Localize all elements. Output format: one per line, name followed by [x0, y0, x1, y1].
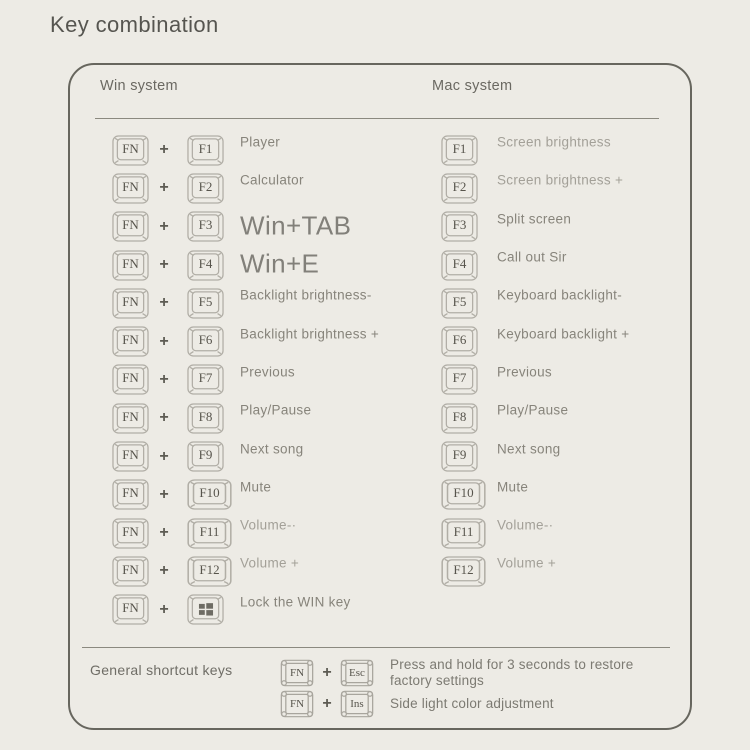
- page-title: Key combination: [50, 12, 219, 37]
- f3-keycap: F3: [187, 211, 224, 242]
- fn-keycap: FN: [112, 364, 149, 395]
- ins-keycap: Ins: [340, 690, 374, 718]
- mac-f10-keycap: F10: [441, 479, 486, 510]
- plus-sign: +: [159, 256, 169, 274]
- fn-keycap: FN: [280, 659, 314, 687]
- footer-shortcut-description: Press and hold for 3 seconds to restore factory settings: [390, 657, 634, 689]
- win-function-label: Lock the WIN key: [240, 594, 351, 610]
- f7-keycap: F7: [187, 364, 224, 395]
- plus-sign: +: [159, 332, 169, 350]
- win-function-label: Previous: [240, 364, 295, 380]
- win-system-header: Win system: [100, 78, 178, 94]
- footer-shortcut-description: Side light color adjustment: [390, 695, 554, 711]
- f1-keycap: F1: [187, 135, 224, 166]
- shortcut-row-f7: [70, 361, 690, 399]
- shortcut-row-f9: [70, 437, 690, 475]
- plus-sign: +: [159, 524, 169, 542]
- f8-keycap: F8: [187, 403, 224, 434]
- keycap-label: FN: [122, 140, 139, 156]
- fn-keycap: [112, 135, 149, 166]
- win-logo-keycap: [187, 594, 224, 625]
- mac-function-label: Call out Sir: [497, 249, 567, 265]
- fn-keycap: FN: [112, 250, 149, 281]
- shortcut-row-f3: [70, 208, 690, 246]
- fn-keycap: FN: [112, 211, 149, 242]
- win-function-label: Backlight brightness +: [240, 326, 380, 342]
- win-function-label: Player: [240, 134, 281, 150]
- win-function-label: Next song: [240, 441, 304, 457]
- general-shortcut-keys-label: General shortcut keys: [90, 662, 233, 678]
- win-function-label: Play/Pause: [240, 402, 312, 418]
- shortcut-row-f4: [70, 246, 690, 284]
- plus-sign: +: [159, 141, 169, 159]
- f9-keycap: F9: [187, 441, 224, 472]
- f6-keycap: F6: [187, 326, 224, 357]
- mac-function-label: Mute: [497, 479, 529, 495]
- fn-keycap: FN: [112, 403, 149, 434]
- f5-keycap: F5: [187, 288, 224, 319]
- plus-sign: +: [322, 664, 332, 682]
- plus-sign: +: [159, 447, 169, 465]
- mac-function-label: Keyboard backlight-: [497, 287, 623, 303]
- mac-function-label: Volume +: [497, 555, 557, 571]
- fn-keycap: FN: [112, 479, 149, 510]
- mac-f1-keycap: F1: [441, 135, 478, 166]
- shortcut-rows: [70, 131, 690, 629]
- plus-sign: +: [322, 695, 332, 712]
- shortcut-row-f5: [70, 284, 690, 322]
- footer-shortcut-esc: [280, 657, 640, 690]
- fn-keycap: FN: [112, 518, 149, 549]
- mac-function-label: Previous: [497, 364, 552, 380]
- mac-function-label: Play/Pause: [497, 402, 569, 418]
- plus-sign: +: [159, 179, 169, 197]
- windows-logo-icon: [197, 601, 214, 616]
- plus-sign: +: [159, 217, 169, 235]
- win-function-label: Win+TAB: [240, 209, 352, 240]
- shortcut-row-f2: [70, 169, 690, 207]
- f10-keycap: F10: [187, 479, 232, 510]
- win-function-label: Volume +: [240, 555, 300, 571]
- footer-divider: [82, 647, 670, 648]
- mac-function-label: Next song: [497, 441, 561, 457]
- shortcut-row-f10: [70, 476, 690, 514]
- shortcut-row-f1: [70, 131, 690, 169]
- win-function-label: Volume-·: [240, 517, 297, 533]
- plus-sign: +: [159, 370, 169, 388]
- mac-f4-keycap: F4: [441, 250, 478, 281]
- fn-keycap: FN: [112, 326, 149, 357]
- mac-f5-keycap: F5: [441, 288, 478, 319]
- mac-system-header: Mac system: [432, 78, 513, 94]
- fn-keycap: FN: [112, 441, 149, 472]
- fn-keycap: FN: [280, 690, 314, 718]
- plus-sign: +: [159, 562, 169, 580]
- header-divider: [95, 118, 659, 119]
- mac-f3-keycap: F3: [441, 211, 478, 242]
- plus-sign: +: [159, 485, 169, 503]
- plus-sign: +: [159, 409, 169, 427]
- mac-function-label: Split screen: [497, 211, 572, 227]
- f4-keycap: F4: [187, 250, 224, 281]
- plus-sign: +: [159, 294, 169, 312]
- f11-keycap: F11: [187, 518, 232, 549]
- mac-f2-keycap: F2: [441, 173, 478, 204]
- shortcut-row-f8: [70, 399, 690, 437]
- mac-function-label: Volume-·: [497, 517, 554, 533]
- mac-f9-keycap: F9: [441, 441, 478, 472]
- mac-function-label: Keyboard backlight +: [497, 326, 630, 342]
- fn-keycap: FN: [112, 556, 149, 587]
- plus-sign: +: [159, 600, 169, 618]
- mac-f8-keycap: F8: [441, 403, 478, 434]
- footer-shortcut-ins: [280, 690, 554, 718]
- win-function-label: Mute: [240, 479, 272, 495]
- win-function-label: Calculator: [240, 172, 304, 188]
- fn-keycap: FN: [112, 594, 149, 625]
- shortcut-row-f6: [70, 322, 690, 360]
- f12-keycap: F12: [187, 556, 232, 587]
- win-function-label: Win+E: [240, 248, 320, 279]
- f2-keycap: F2: [187, 173, 224, 204]
- key-combination-panel: [68, 63, 692, 730]
- mac-f7-keycap: F7: [441, 364, 478, 395]
- fn-keycap: FN: [112, 288, 149, 319]
- fn-keycap: FN: [112, 173, 149, 204]
- shortcut-row-f12: [70, 552, 690, 590]
- mac-function-label: Screen brightness +: [497, 172, 624, 188]
- mac-function-label: Screen brightness: [497, 134, 611, 150]
- esc-keycap: Esc: [340, 659, 374, 687]
- win-function-label: Backlight brightness-: [240, 287, 372, 303]
- mac-f11-keycap: F11: [441, 518, 486, 549]
- mac-f6-keycap: F6: [441, 326, 478, 357]
- shortcut-row-winkey: [70, 591, 690, 629]
- shortcut-row-f11: [70, 514, 690, 552]
- mac-f12-keycap: F12: [441, 556, 486, 587]
